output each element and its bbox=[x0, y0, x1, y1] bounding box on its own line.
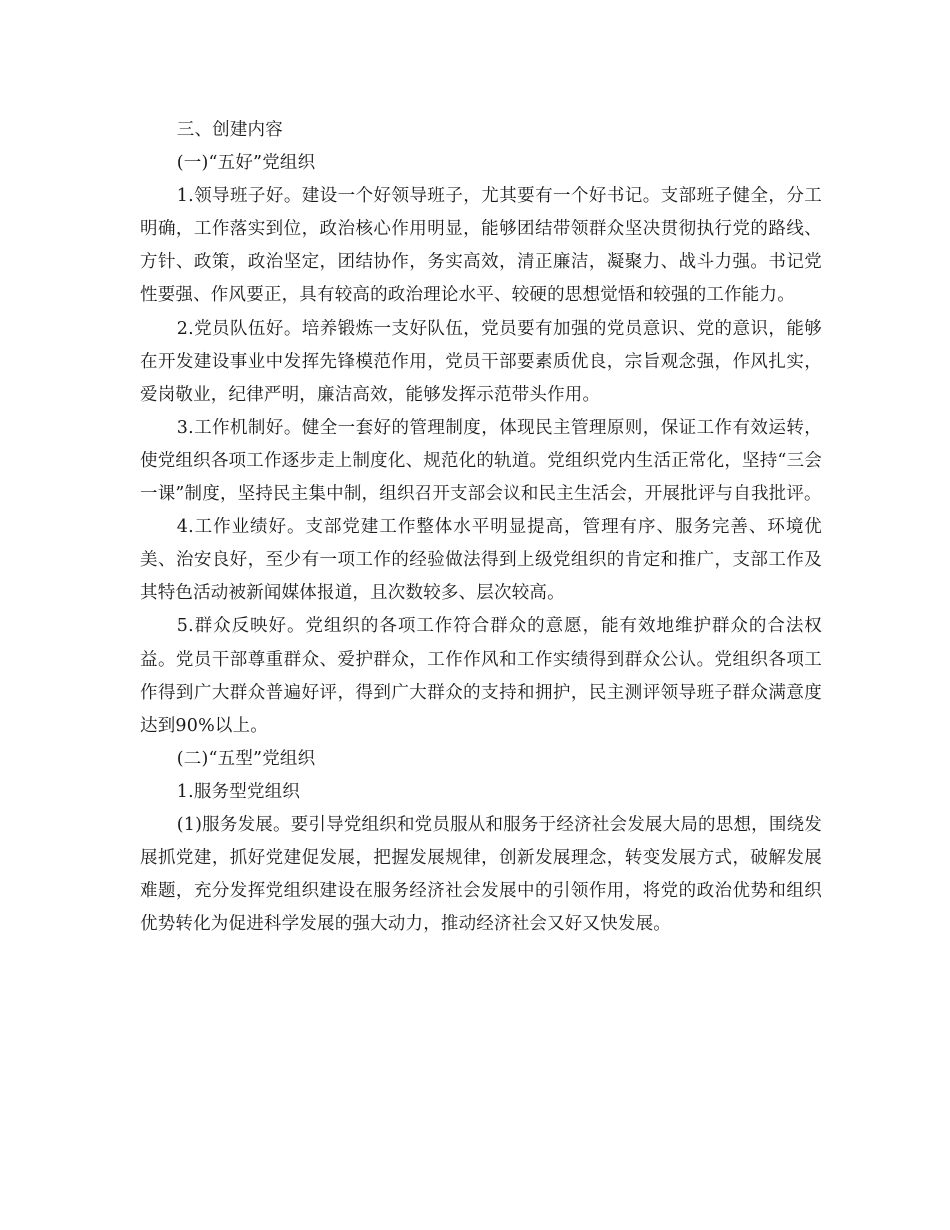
paragraph: 1.领导班子好。建设一个好领导班子，尤其要有一个好书记。支部班子健全，分工明确，工作落实到位，政治核心作用明显，能够团结带领群众坚决贯彻执行党的路线、方针、政策，政治坚定，团结协作，务实高效，清正廉洁，凝聚力、战斗力强。书记党性要强、作风要正，具有较高的政治理论水平、较硬的思想觉悟和较强的工作能力。 bbox=[140, 186, 822, 306]
paragraph: 5.群众反映好。党组织的各项工作符合群众的意愿，能有效地维护群众的合法权益。党员干部尊重群众、爱护群众，工作作风和工作实绩得到群众公认。党组织各项工作得到广大群众普遍好评，得到广大群众的支持和拥护，民主测评领导班子群众满意度达到90%以上。 bbox=[140, 616, 822, 736]
paragraph: (1)服务发展。要引导党组织和党员服从和服务于经济社会发展大局的思想，围绕发展抓党建，抓好党建促发展，把握发展规律，创新发展理念，转变发展方式，破解发展难题，充分发挥党组织建设在服务经济社会发展中的引领作用，将党的政治优势和组织优势转化为促进科学发展的强大动力，推动经济社会又好又快发展。 bbox=[140, 814, 822, 935]
subsection-heading: (二)“五型”党组织 bbox=[176, 748, 316, 769]
item-heading: 1.服务型党组织 bbox=[176, 781, 301, 802]
paragraph: 4.工作业绩好。支部党建工作整体水平明显提高，管理有序、服务完善、环境优美、治安良好，至少有一项工作的经验做法得到上级党组织的肯定和推广，支部工作及其特色活动被新闻媒体报道，且次数较多、层次较高。 bbox=[140, 517, 822, 604]
paragraph: 2.党员队伍好。培养锻炼一支好队伍，党员要有加强的党员意识、党的意识，能够在开发建设事业中发挥先锋模范作用，党员干部要素质优良，宗旨观念强，作风扎实，爱岗敬业，纪律严明，廉洁高效，能够发挥示范带头作用。 bbox=[140, 318, 822, 405]
section-heading: 三、创建内容 bbox=[176, 120, 283, 140]
subsection-heading: (一)“五好”党组织 bbox=[176, 153, 316, 174]
paragraph: 3.工作机制好。健全一套好的管理制度，体现民主管理原则，保证工作有效运转，使党组织各项工作逐步走上制度化、规范化的轨道。党组织党内生活正常化，坚持“三会一课”制度，坚持民主集中制，组织召开支部会议和民主生活会，开展批评与自我批评。 bbox=[140, 417, 822, 505]
document-body bbox=[140, 114, 822, 941]
